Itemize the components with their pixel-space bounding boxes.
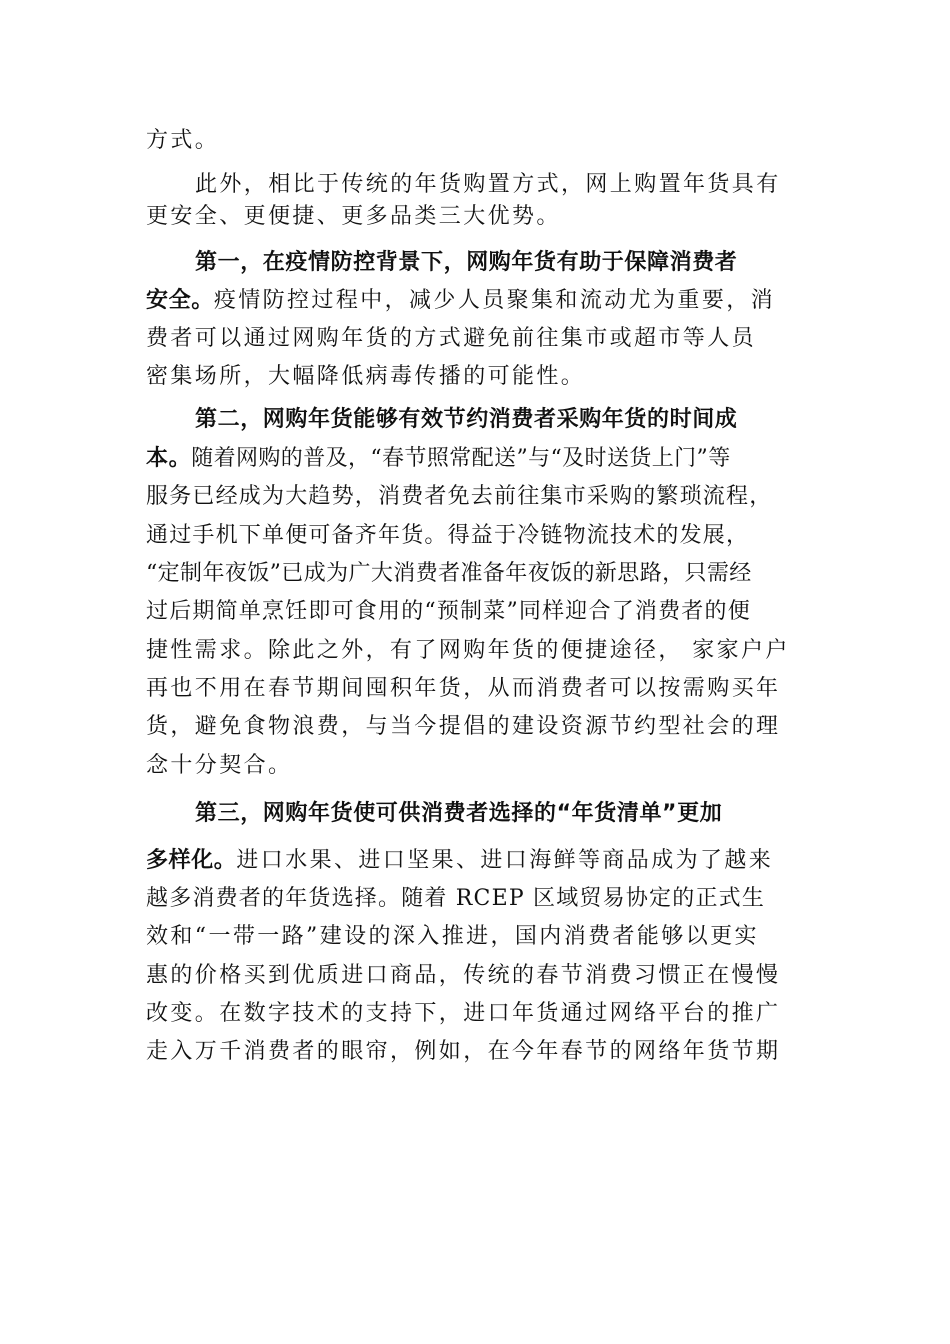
paragraph-heading: 第三，网购年货使可供消费者选择的“年货清单”更加 <box>195 801 723 826</box>
paragraph-heading-end: 安全。 <box>146 288 214 313</box>
text-line: 通过手机下单便可备齐年货。得益于冷链物流技术的发展， <box>146 523 750 548</box>
text-line <box>146 846 816 876</box>
paragraph-heading-end: 本。 <box>146 446 192 471</box>
text-line: 更安全、更便捷、更多品类三大优势。 <box>146 204 561 229</box>
text-line: 服务已经成为大趋势，消费者免去前往集市采购的繁琐流程， <box>146 484 773 509</box>
text-line: 费者可以通过网购年货的方式避免前往集市或超市等人员 <box>146 326 757 351</box>
text-line: 念十分契合。 <box>146 753 293 778</box>
text-line: 过后期简单烹饪即可食用的“预制菜”同样迎合了消费者的便 <box>146 599 751 624</box>
text-line: 捷性需求。除此之外，有了网购年货的便捷途径， 家家户户 <box>146 638 790 663</box>
paragraph-heading: 第一，在疫情防控背景下，网购年货有助于保障消费者 <box>195 250 738 275</box>
text-line: 再也不用在春节期间囤积年货，从而消费者可以按需购买年 <box>146 676 781 701</box>
text-line: “定制年夜饭”已成为广大消费者准备年夜饭的新思路，只需经 <box>146 561 752 586</box>
text-line: 惠的价格买到优质进口商品，传统的春节消费习惯正在慢慢 <box>146 963 781 988</box>
text-span: 进口水果、进口坚果、进口海鲜等商品成为了越来 <box>236 848 774 873</box>
text-line: 越多消费者的年货选择。随着 RCEP 区域贸易协定的正式生 <box>146 886 766 911</box>
text-line: 走入万千消费者的眼帘，例如，在今年春节的网络年货节期 <box>146 1039 781 1064</box>
text-span: 随着网购的普及，“春节照常配送”与“及时送货上门”等 <box>191 446 731 471</box>
paragraph-heading-end: 多样化。 <box>146 848 237 873</box>
paragraph-heading: 第二，网购年货能够有效节约消费者采购年货的时间成 <box>195 407 738 432</box>
text-line: 方式。 <box>146 128 220 153</box>
text-line <box>146 286 816 316</box>
text-line: 货，避免食物浪费，与当今提倡的建设资源节约型社会的理 <box>146 714 781 739</box>
text-line: 密集场所，大幅降低病毒传播的可能性。 <box>146 364 586 389</box>
text-line: 效和“一带一路”建设的深入推进，国内消费者能够以更实 <box>146 924 759 949</box>
text-line: 改变。在数字技术的支持下，进口年货通过网络平台的推广 <box>146 1001 781 1026</box>
text-line <box>146 444 816 474</box>
text-span: 疫情防控过程中，减少人员聚集和流动尤为重要，消 <box>213 288 776 313</box>
text-line: 此外，相比于传统的年货购置方式，网上购置年货具有 <box>195 172 781 197</box>
